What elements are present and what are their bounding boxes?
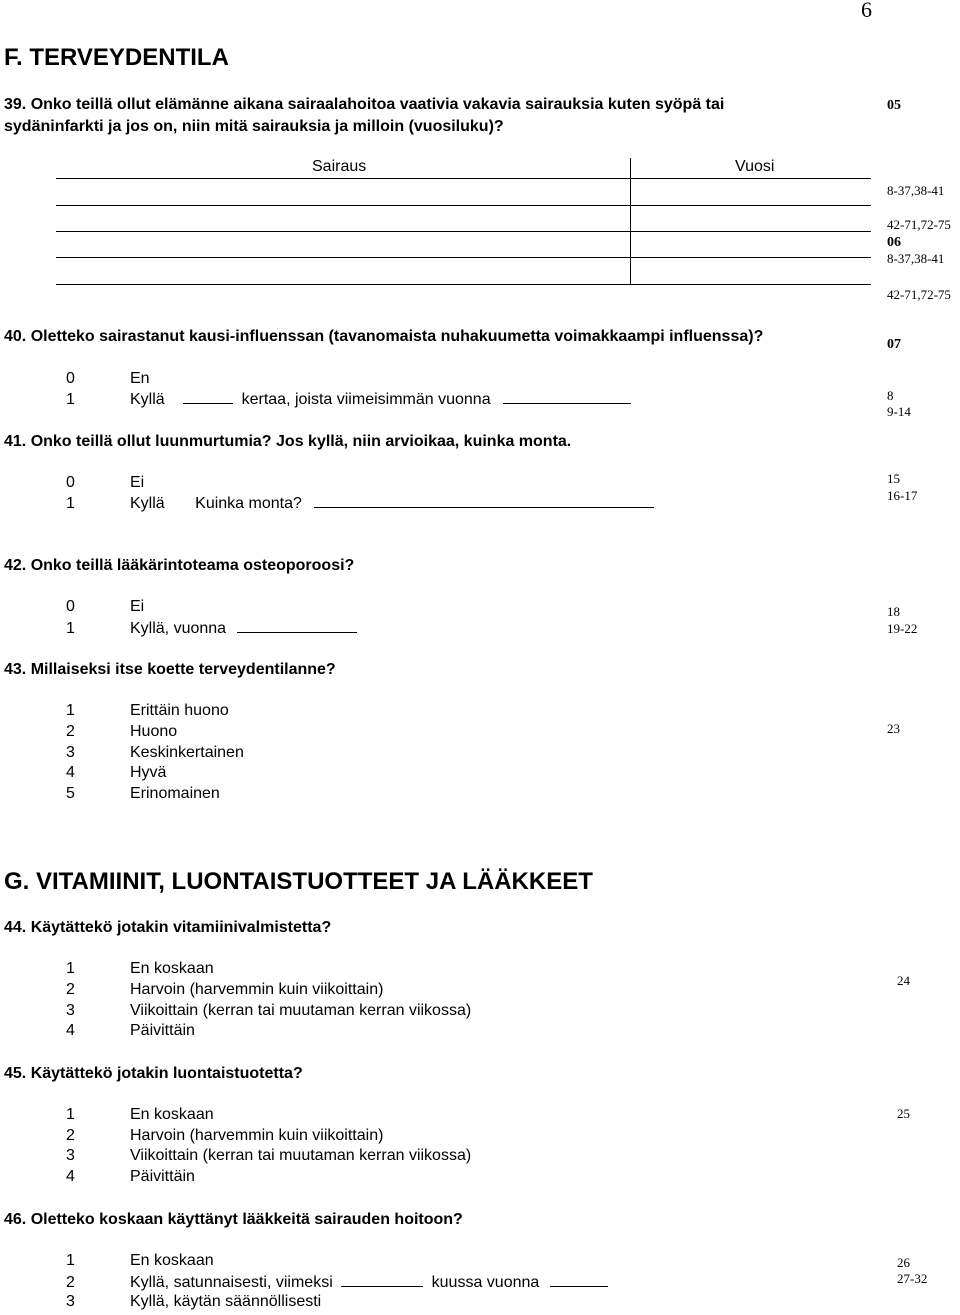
q39-code-1: 05 [887,98,901,113]
q45-option-2-label: Harvoin (harvemmin kuin viikoittain) [130,1127,384,1144]
q41-option-1-num: 1 [66,495,75,512]
q45-text: 45. Käytättekö jotakin luontaistuotetta? [4,1065,303,1082]
q42-option-1-label: Kyllä, vuonna [130,620,227,637]
q41-count-field[interactable] [314,493,654,508]
section-g-title: G. VITAMIINIT, LUONTAISTUOTTEET JA LÄÄKKEET [4,868,593,895]
q46-option-2-num: 2 [66,1274,75,1291]
q40-option-1-label: Kyllä [130,391,165,408]
q41-option-0[interactable] [0,473,144,494]
section-f-title: F. TERVEYDENTILA [4,44,229,71]
q45-option-2[interactable] [0,1126,383,1147]
q40-option-1-num: 1 [66,391,75,408]
q39-row-line-2[interactable] [56,205,871,206]
q45-option-1[interactable] [0,1105,214,1126]
q43-option-5-num: 5 [66,785,75,802]
q42-option-0[interactable] [0,597,144,618]
q43-option-5-label: Erinomainen [130,785,220,802]
q40-option-1-mid: kertaa, joista viimeisimmän vuonna [241,391,491,408]
q44-option-4-num: 4 [66,1022,75,1039]
q40-times-field[interactable] [183,389,233,404]
q45-option-4[interactable] [0,1167,195,1188]
q46-option-3-label: Kyllä, käytän säännöllisesti [130,1293,322,1310]
q42-option-0-num: 0 [66,598,75,615]
q40-code-3: 9-14 [887,404,911,419]
q46-text: 46. Oletteko koskaan käyttänyt lääkkeitä sairauden hoitoon? [4,1211,463,1228]
q44-text: 44. Käytättekö jotakin vitamiinivalmistetta? [4,919,332,936]
q42-option-1[interactable] [0,618,357,640]
q46-option-2-mid: kuussa vuonna [431,1274,540,1291]
q41-option-1-label: Kyllä [130,495,165,512]
q41-option-0-num: 0 [66,474,75,491]
q45-option-3-num: 3 [66,1147,75,1164]
page-number: 6 [861,0,872,22]
q39-col-year: Vuosi [735,158,775,175]
q46-option-2[interactable] [0,1272,608,1294]
q43-option-3[interactable] [0,743,244,764]
q40-code-1: 07 [887,337,901,352]
q44-option-1-num: 1 [66,960,75,977]
q43-option-1-num: 1 [66,702,75,719]
q41-text: 41. Onko teillä ollut luunmurtumia? Jos kyllä, niin arvioikaa, kuinka monta. [4,433,572,450]
q46-code-2: 27-32 [897,1271,928,1286]
q44-option-3-num: 3 [66,1002,75,1019]
q46-month-field[interactable] [341,1272,423,1287]
q46-year-field[interactable] [550,1272,608,1287]
q40-code-2: 8 [887,388,894,403]
q43-option-2-label: Huono [130,723,178,740]
q43-option-3-label: Keskinkertainen [130,744,244,761]
q45-option-3-label: Viikoittain (kerran tai muutaman kerran viikossa) [130,1147,472,1164]
q42-text: 42. Onko teillä lääkärintoteama osteoporoosi? [4,557,355,574]
q44-option-4[interactable] [0,1021,195,1042]
q46-option-1-num: 1 [66,1252,75,1269]
q44-option-1-label: En koskaan [130,960,214,977]
q40-year-field[interactable] [503,389,631,404]
q40-option-0-label: En [130,370,150,387]
q45-option-3[interactable] [0,1146,471,1167]
q45-option-4-label: Päivittäin [130,1168,195,1185]
q42-code-1: 18 [887,604,900,619]
q39-row-line-3[interactable] [56,231,871,232]
q44-option-2[interactable] [0,980,383,1001]
q39-code-2: 8-37,38-41 [887,183,945,198]
q45-code-1: 25 [897,1106,910,1121]
q39-text-line1: 39. Onko teillä ollut elämänne aikana sairaalahoitoa vaativia vakavia sairauksia kuten syöpä tai [4,96,725,113]
q43-option-4-num: 4 [66,764,75,781]
q44-option-1[interactable] [0,959,214,980]
q41-option-1[interactable] [0,493,654,515]
q40-option-0-num: 0 [66,370,75,387]
q41-option-0-label: Ei [130,474,145,491]
q39-code-4: 06 [887,235,901,250]
q40-option-1[interactable] [0,389,631,411]
q39-col-disease: Sairaus [312,158,367,175]
q40-text: 40. Oletteko sairastanut kausi-influenssan (tavanomaista nuhakuumetta voimakkaampi influenssa)? [4,328,764,345]
q41-code-1: 15 [887,471,900,486]
q46-option-3-num: 3 [66,1293,75,1310]
q40-option-0[interactable] [0,369,150,390]
q44-option-2-label: Harvoin (harvemmin kuin viikoittain) [130,981,384,998]
q39-row-line-5[interactable] [56,284,871,285]
q45-option-1-label: En koskaan [130,1106,214,1123]
q43-text: 43. Millaiseksi itse koette terveydentilanne? [4,661,336,678]
q46-option-1[interactable] [0,1251,214,1272]
q43-option-1-label: Erittäin huono [130,702,229,719]
q39-code-3: 42-71,72-75 [887,217,951,232]
q46-option-1-label: En koskaan [130,1252,214,1269]
q44-option-3[interactable] [0,1001,471,1022]
q45-option-2-num: 2 [66,1127,75,1144]
q46-option-3[interactable] [0,1292,321,1313]
q39-row-line-1[interactable] [56,178,871,179]
q42-year-field[interactable] [237,618,357,633]
q44-option-3-label: Viikoittain (kerran tai muutaman kerran viikossa) [130,1002,472,1019]
q45-option-4-num: 4 [66,1168,75,1185]
q43-option-2-num: 2 [66,723,75,740]
q44-option-2-num: 2 [66,981,75,998]
q43-option-4[interactable] [0,763,166,784]
q46-option-2-label: Kyllä, satunnaisesti, viimeksi [130,1274,333,1291]
q42-option-0-label: Ei [130,598,145,615]
q42-code-2: 19-22 [887,621,918,636]
q39-code-5: 8-37,38-41 [887,251,945,266]
q39-row-line-4[interactable] [56,257,871,258]
q46-code-1: 26 [897,1255,910,1270]
q45-option-1-num: 1 [66,1106,75,1123]
q41-code-2: 16-17 [887,488,918,503]
q42-option-1-num: 1 [66,620,75,637]
q43-option-4-label: Hyvä [130,764,167,781]
q41-option-1-mid: Kuinka monta? [195,495,302,512]
q43-option-2[interactable] [0,722,177,743]
q43-code-1: 23 [887,721,900,736]
q43-option-1[interactable] [0,701,229,722]
q39-text-line2: sydäninfarkti ja jos on, niin mitä sairauksia ja milloin (vuosiluku)? [4,118,504,135]
q43-option-5[interactable] [0,784,220,805]
q44-code-1: 24 [897,973,910,988]
q44-option-4-label: Päivittäin [130,1022,195,1039]
q43-option-3-num: 3 [66,744,75,761]
q39-code-6: 42-71,72-75 [887,287,951,302]
